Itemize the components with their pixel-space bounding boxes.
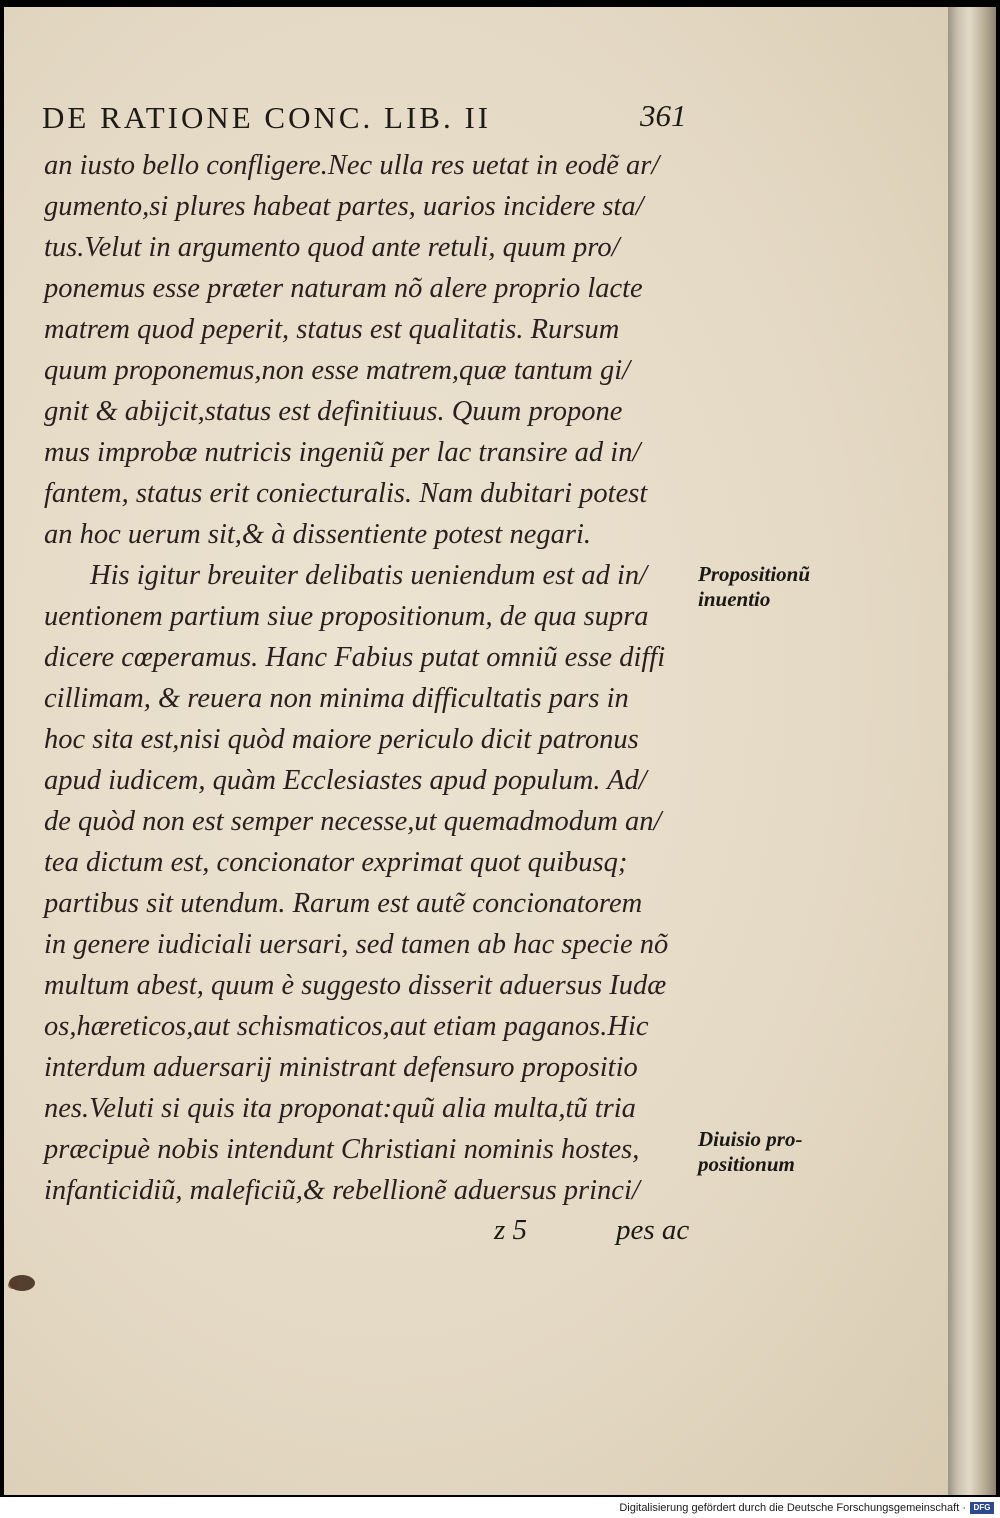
text-line: mus improbæ nutricis ingeniũ per lac transire ad in/ bbox=[44, 437, 641, 468]
text-line: nes.Veluti si quis ita proponat:quũ alia multa,tũ tria bbox=[44, 1093, 636, 1124]
text-line: præcipuè nobis intendunt Christiani nominis hostes, bbox=[44, 1134, 640, 1165]
catchword: pes ac bbox=[616, 1214, 690, 1246]
text-line: fantem, status erit coniecturalis. Nam dubitari potest bbox=[44, 478, 648, 509]
text-line: apud iudicem, quàm Ecclesiastes apud populum. Ad/ bbox=[44, 765, 647, 796]
text-line: gnit & abijcit,status est definitiuus. Quum propone bbox=[44, 396, 623, 427]
marginal-note-line: Propositionũ bbox=[698, 562, 811, 586]
text-line: interdum aduersarij ministrant defensuro propositio bbox=[44, 1052, 638, 1083]
funding-credit: Digitalisierung gefördert durch die Deutsche Forschungsgemeinschaft · bbox=[619, 1502, 966, 1514]
text-line: hoc sita est,nisi quòd maiore periculo dicit patronus bbox=[44, 724, 639, 755]
text-line: matrem quod peperit, status est qualitatis. Rursum bbox=[44, 314, 620, 345]
dfg-logo: DFG bbox=[970, 1502, 994, 1514]
text-line: tea dictum est, concionator exprimat quot quibusq; bbox=[44, 847, 628, 878]
text-line: quum proponemus,non esse matrem,quæ tantum gi/ bbox=[44, 355, 631, 386]
ink-stain bbox=[4, 1270, 38, 1296]
text-line: an hoc uerum sit,& à dissentiente potest negari. bbox=[44, 519, 591, 550]
marginal-note-line: Diuisio pro- bbox=[698, 1127, 803, 1151]
text-line: infanticidiũ, maleficiũ,& rebellionẽ aduersus princi/ bbox=[44, 1175, 640, 1206]
text-line: an iusto bello confligere.Nec ulla res uetat in eodẽ ar/ bbox=[44, 150, 660, 181]
marginal-note-line: inuentio bbox=[698, 587, 771, 611]
running-title: DE RATIONE CONC. LIB. II bbox=[42, 100, 492, 135]
text-line: cillimam, & reuera non minima difficultatis pars in bbox=[44, 683, 629, 714]
signature-mark: z 5 bbox=[494, 1214, 528, 1246]
text-line: dicere cœperamus. Hanc Fabius putat omniũ esse diffi bbox=[44, 642, 666, 673]
text-line: His igitur breuiter delibatis ueniendum est ad in/ bbox=[90, 560, 648, 591]
text-line: ponemus esse præter naturam nõ alere proprio lacte bbox=[44, 273, 643, 304]
text-line: os,hæreticos,aut schismaticos,aut etiam paganos.Hic bbox=[44, 1011, 649, 1042]
marginal-note-2 bbox=[698, 1127, 802, 1177]
text-line: multum abest, quum è suggesto disserit aduersus Iudæ bbox=[44, 970, 667, 1001]
text-line: de quòd non est semper necesse,ut quemadmodum an/ bbox=[44, 806, 662, 837]
text-line: in genere iudiciali uersari, sed tamen ab hac specie nõ bbox=[44, 929, 669, 960]
text-line: tus.Velut in argumento quod ante retuli, quum pro/ bbox=[44, 232, 620, 263]
running-head bbox=[42, 100, 702, 140]
text-line: gumento,si plures habeat partes, uarios incidere sta/ bbox=[44, 191, 644, 222]
text-line: uentionem partium siue propositionum, de qua supra bbox=[44, 601, 649, 632]
marginal-note-line: positionum bbox=[698, 1152, 795, 1176]
page-edge bbox=[948, 7, 996, 1495]
marginal-note-1 bbox=[698, 562, 810, 612]
page-number: 361 bbox=[640, 98, 687, 133]
text-line: partibus sit utendum. Rarum est autẽ concionatorem bbox=[44, 888, 643, 919]
